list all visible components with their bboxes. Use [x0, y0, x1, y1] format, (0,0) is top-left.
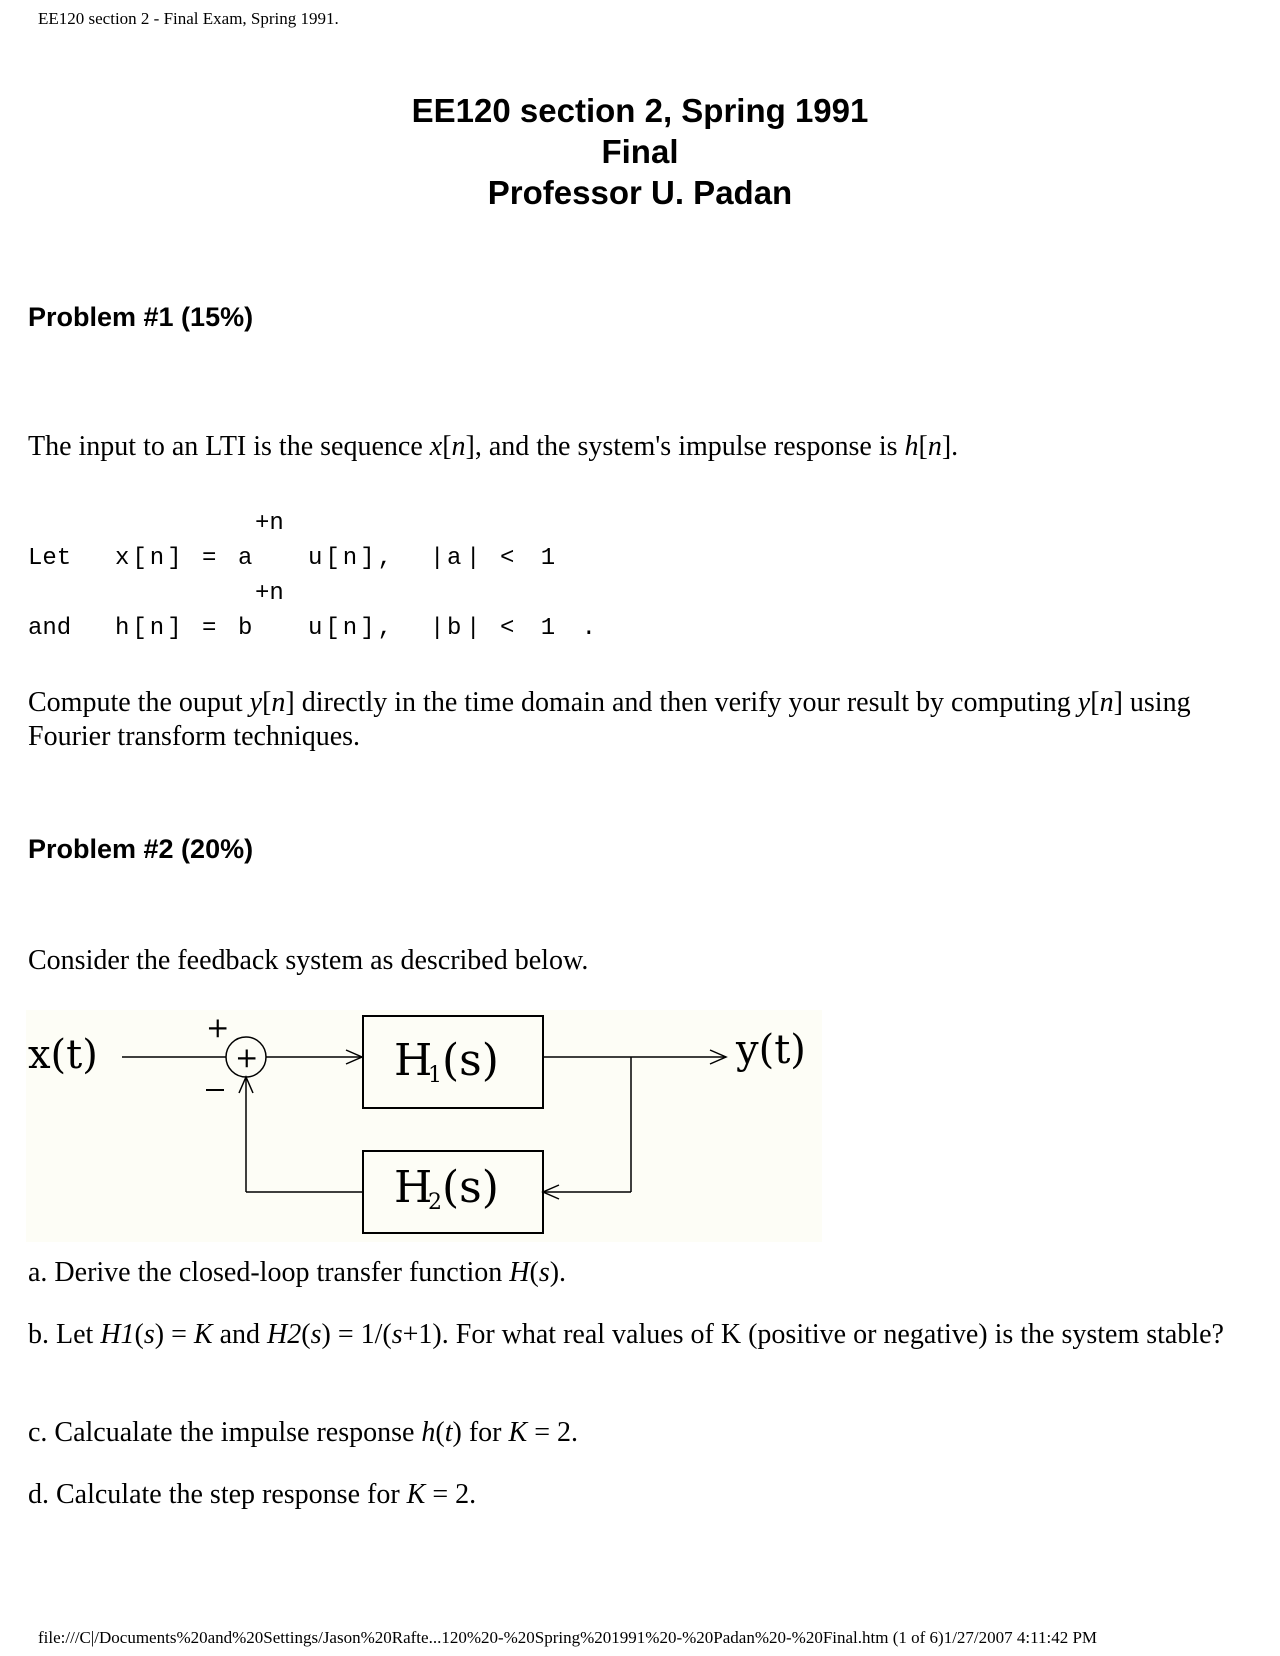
- exam-title: [0, 90, 1280, 213]
- h2-label: H: [394, 1162, 433, 1213]
- condition: < 1 .: [500, 615, 603, 642]
- feedback-diagram: [26, 1010, 822, 1242]
- h1-label: H: [394, 1035, 433, 1086]
- title-line-3: Professor U. Padan: [487, 174, 793, 211]
- title-line-1: EE120 section 2, Spring 1991: [411, 92, 869, 129]
- problem-2-intro: Consider the feedback system as described below.: [28, 945, 589, 976]
- page-header: EE120 section 2 - Final Exam, Spring 1991.: [38, 9, 339, 28]
- question-a: a. Derive the closed-loop transfer function H(s).: [28, 1257, 567, 1288]
- question-b: b. Let H1(s) = K and H2(s) = 1/(s+1). For what real values of K (positive or negative) is the system stable?: [28, 1319, 1224, 1350]
- abs-open: |: [430, 545, 445, 572]
- abs-close: |: [466, 615, 481, 642]
- h2-arg: (s): [442, 1162, 499, 1213]
- equation-word: Let: [28, 545, 72, 572]
- question-c: c. Calcualate the impulse response h(t) for K = 2.: [28, 1417, 578, 1448]
- abs-var: b: [447, 615, 462, 642]
- abs-var: a: [447, 545, 462, 572]
- equals-sign: =: [202, 545, 217, 572]
- unit-step: u[n],: [308, 615, 396, 642]
- abs-open: |: [430, 615, 445, 642]
- equation-lhs: x[n]: [115, 545, 185, 572]
- h1-arg: (s): [442, 1035, 499, 1086]
- h2-subscript: 2: [428, 1190, 442, 1215]
- title-line-2: Final: [601, 133, 679, 170]
- input-label: x(t): [28, 1032, 98, 1078]
- problem-1-intro: The input to an LTI is the sequence x[n], and the system's impulse response is h[n].: [28, 431, 959, 462]
- problem-1-task: Compute the ouput y[n] directly in the time domain and then verify your result by computing y[n] using Fourier transform techniques.: [28, 687, 1191, 752]
- base: a: [238, 545, 253, 572]
- exponent: +n: [255, 580, 284, 607]
- abs-close: |: [466, 545, 481, 572]
- plus-sign: +: [206, 1011, 230, 1044]
- question-d: d. Calculate the step response for K = 2.: [28, 1479, 477, 1510]
- base: b: [238, 615, 253, 642]
- h1-subscript: 1: [428, 1063, 442, 1088]
- feedback-diagram-svg: [26, 1010, 822, 1242]
- page-footer: file:///C|/Documents%20and%20Settings/Jason%20Rafte...120%20-%20Spring%201991%20-%20Padan%20-%20Final.htm (1 of 6)1/27/2007 4:11:42 PM: [38, 1628, 1098, 1647]
- problem-2-heading: Problem #2 (20%): [28, 834, 254, 864]
- equation-lhs: h[n]: [115, 615, 185, 642]
- equation-word: and: [28, 615, 72, 642]
- problem-1-heading: Problem #1 (15%): [28, 302, 254, 332]
- unit-step: u[n],: [308, 545, 396, 572]
- equals-sign: =: [202, 615, 217, 642]
- summer-sign: +: [235, 1041, 259, 1074]
- condition: < 1: [500, 545, 562, 572]
- output-label: y(t): [736, 1027, 806, 1073]
- exponent: +n: [255, 510, 284, 537]
